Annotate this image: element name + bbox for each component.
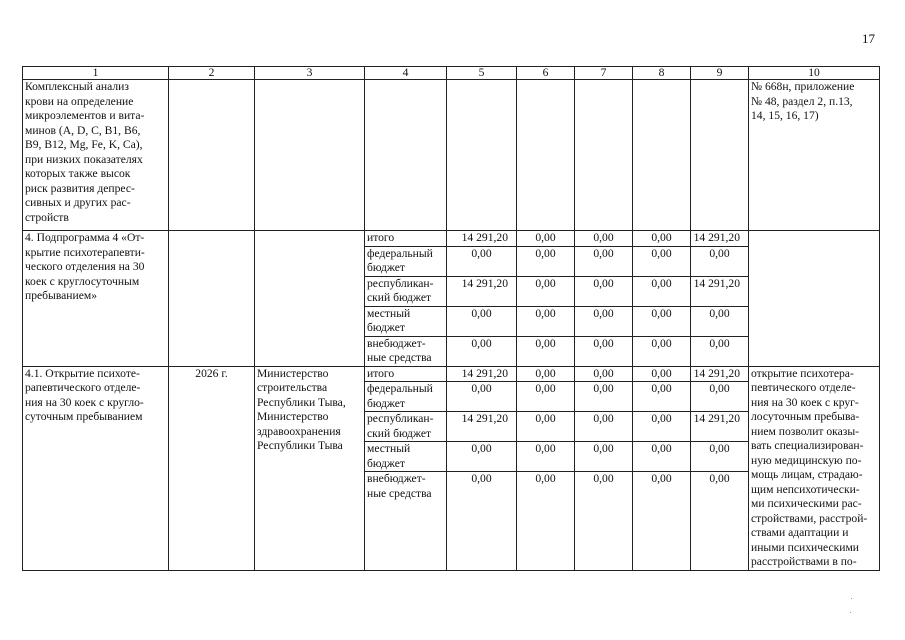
amount-2026a: 0,00 [633, 472, 691, 571]
amount-total: 14 291,20 [447, 276, 517, 306]
amount-2024: 0,00 [517, 231, 575, 247]
amount-2026b: 0,00 [691, 442, 749, 472]
amount-total: 0,00 [447, 246, 517, 276]
amount-2024: 0,00 [517, 306, 575, 336]
amount-2024: 0,00 [517, 246, 575, 276]
amount-2026b: 0,00 [691, 472, 749, 571]
amount-2026a: 0,00 [633, 231, 691, 247]
amount-total: 0,00 [447, 472, 517, 571]
amount-2025: 0,00 [575, 276, 633, 306]
amount-total: 14 291,20 [447, 412, 517, 442]
amount-2026b: 14 291,20 [691, 366, 749, 382]
amount-2026a: 0,00 [633, 336, 691, 366]
page-number: 17 [862, 31, 875, 46]
funding-source: местный бюджет [365, 306, 447, 336]
amount-total: 0,00 [447, 336, 517, 366]
funding-source: федеральный бюджет [365, 382, 447, 412]
amount-total: 0,00 [447, 306, 517, 336]
amount-total: 0,00 [447, 382, 517, 412]
amount-2024: 0,00 [517, 412, 575, 442]
amount-2025: 0,00 [575, 306, 633, 336]
table-row [23, 80, 880, 231]
amount-2026a: 0,00 [633, 276, 691, 306]
activity-name: Комплексный анализ крови на определение микроэлементов и вита- минов (A, D, C, B1, B6, B9, B12, Mg, Fe, K, Ca), при низких показателях которых также высок риск развития депрес- сивных и других рас- стройств [23, 80, 169, 231]
funding-source: итого [365, 366, 447, 382]
column-number: 4 [365, 67, 447, 80]
amount-2026b: 14 291,20 [691, 231, 749, 247]
funding-source: итого [365, 231, 447, 247]
legal-basis: № 668н, приложение № 48, раздел 2, п.13, 14, 15, 16, 17) [749, 80, 880, 231]
column-number: 9 [691, 67, 749, 80]
column-number: 5 [447, 67, 517, 80]
amount-2026a: 0,00 [633, 246, 691, 276]
amount-2026b: 0,00 [691, 382, 749, 412]
measure-year: 2026 г. [169, 366, 255, 571]
table-row [23, 231, 880, 247]
amount-2024: 0,00 [517, 336, 575, 366]
amount-2024: 0,00 [517, 442, 575, 472]
program-table [22, 66, 880, 571]
amount-total: 14 291,20 [447, 366, 517, 382]
amount-2025: 0,00 [575, 336, 633, 366]
amount-2026b: 14 291,20 [691, 412, 749, 442]
funding-source: республикан- ский бюджет [365, 412, 447, 442]
measure-name: 4.1. Открытие психоте- рапевтического отделе- ния на 30 коек с кругло- суточным пребыванием [23, 366, 169, 571]
scan-speck [850, 612, 851, 613]
amount-2026a: 0,00 [633, 366, 691, 382]
amount-2024: 0,00 [517, 382, 575, 412]
funding-source: местный бюджет [365, 442, 447, 472]
amount-2025: 0,00 [575, 412, 633, 442]
amount-2026b: 0,00 [691, 246, 749, 276]
column-number: 2 [169, 67, 255, 80]
table-row [23, 366, 880, 382]
funding-source: республикан- ский бюджет [365, 276, 447, 306]
amount-total: 0,00 [447, 442, 517, 472]
amount-2026a: 0,00 [633, 306, 691, 336]
column-number: 1 [23, 67, 169, 80]
column-numbers-row [23, 67, 880, 80]
amount-2026a: 0,00 [633, 412, 691, 442]
amount-2025: 0,00 [575, 442, 633, 472]
amount-2026a: 0,00 [633, 382, 691, 412]
amount-total: 14 291,20 [447, 231, 517, 247]
subprogram-name: 4. Подпрограмма 4 «От- крытие психотерапевти- ческого отделения на 30 коек с круглосуточным пребыванием» [23, 231, 169, 367]
amount-2026b: 0,00 [691, 306, 749, 336]
amount-2025: 0,00 [575, 246, 633, 276]
amount-2024: 0,00 [517, 366, 575, 382]
funding-source: внебюджет- ные средства [365, 472, 447, 571]
scan-speck [851, 598, 852, 599]
column-number: 7 [575, 67, 633, 80]
amount-2024: 0,00 [517, 276, 575, 306]
amount-2026b: 0,00 [691, 336, 749, 366]
column-number: 3 [255, 67, 365, 80]
amount-2026a: 0,00 [633, 442, 691, 472]
funding-source: внебюджет- ные средства [365, 336, 447, 366]
column-number: 10 [749, 67, 880, 80]
column-number: 6 [517, 67, 575, 80]
amount-2026b: 14 291,20 [691, 276, 749, 306]
column-number: 8 [633, 67, 691, 80]
measure-executors: Министерство строительства Республики Тыва, Министерство здравоохранения Республики Тыва [255, 366, 365, 571]
amount-2025: 0,00 [575, 366, 633, 382]
amount-2025: 0,00 [575, 472, 633, 571]
amount-2024: 0,00 [517, 472, 575, 571]
funding-source: федеральный бюджет [365, 246, 447, 276]
amount-2025: 0,00 [575, 231, 633, 247]
measure-result: открытие психотера- певтического отделе- ния на 30 коек с круг- лосуточным пребыва- нием позволит оказы- вать специализирован- ную медицинскую по- мощь лицам, страдаю- щим непсихотически- ми психическими рас- стройствами, расстрой- ствами адаптации и иными психическими расстройствами в по- [749, 366, 880, 571]
amount-2025: 0,00 [575, 382, 633, 412]
